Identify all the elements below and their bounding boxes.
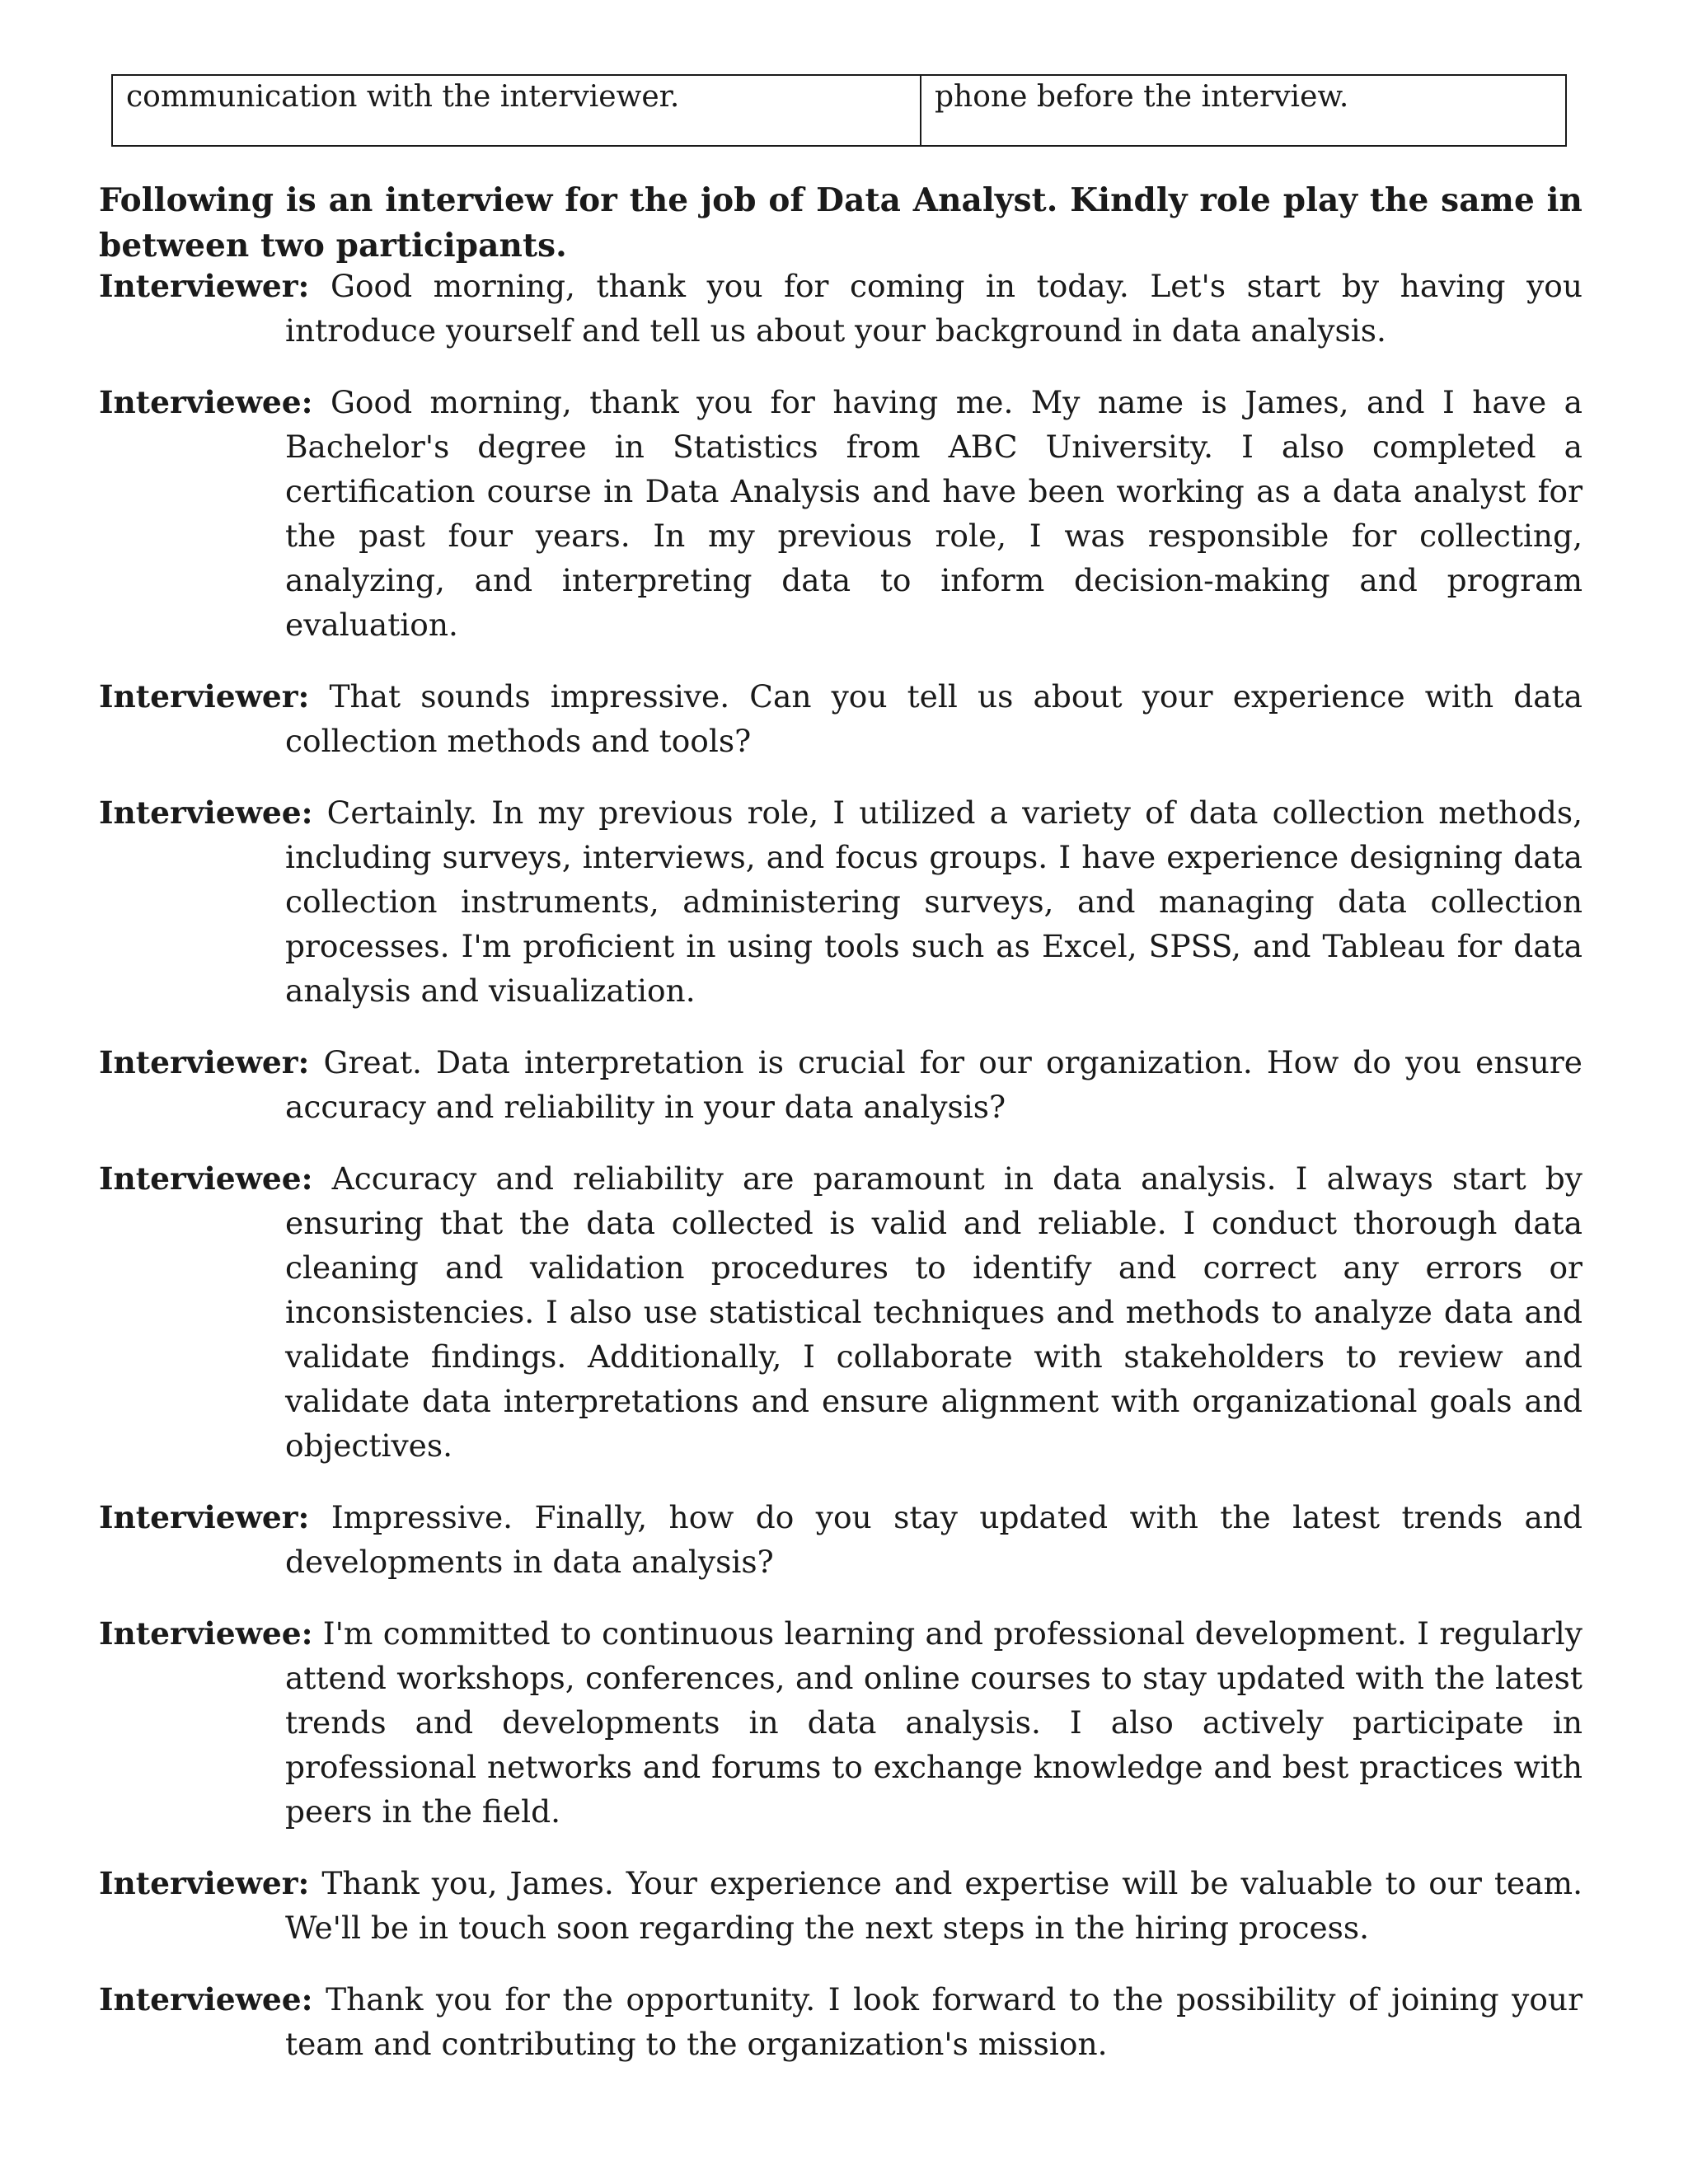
speaker-label: Interviewer: <box>99 268 310 304</box>
dialogue-turn <box>99 1040 1582 1129</box>
speaker-label: Interviewer: <box>99 1499 310 1535</box>
speaker-label: Interviewer: <box>99 1865 310 1901</box>
dialogue-turn <box>99 1156 1582 1468</box>
dialogue-turn <box>99 790 1582 1013</box>
speaker-label: Interviewer: <box>99 678 310 715</box>
table-fragment <box>111 74 1567 147</box>
speaker-label: Interviewee: <box>99 1160 313 1197</box>
dialogue-turn <box>99 674 1582 763</box>
speaker-label: Interviewer: <box>99 1044 310 1080</box>
speaker-label: Interviewee: <box>99 384 313 420</box>
dialogue-text: Impressive. Finally, how do you stay updated with the latest trends and developments in data analysis? <box>285 1499 1582 1580</box>
dialogue-text: Great. Data interpretation is crucial for our organization. How do you ensure accuracy and reliability in your data analysis? <box>285 1044 1583 1125</box>
dialogue-turn <box>99 1611 1582 1834</box>
table-cell-left: communication with the interviewer. <box>113 76 921 145</box>
dialogue-text: Accuracy and reliability are paramount in data analysis. I always start by ensuring that the data collected is valid and reliable. I conduct thorough data cleaning and validation procedures to identify and correct any errors or inconsistencies. I also use statistical techniques and methods to analyze data and validate findings. Additionally, I collaborate with stakeholders to review and validate data interpretations and ensure alignment with organizational goals and objectives. <box>285 1160 1582 1464</box>
speaker-label: Interviewee: <box>99 1615 313 1652</box>
dialogue-text: I'm committed to continuous learning and professional development. I regularly attend workshops, conferences, and online courses to stay updated with the latest trends and developments in data analysis. I also actively participate in professional networks and forums to exchange knowledge and best practices with peers in the field. <box>285 1615 1582 1830</box>
instruction-heading: Following is an interview for the job of Data Analyst. Kindly role play the same in between two participants. <box>99 181 1582 265</box>
dialogue-turn <box>99 1977 1582 2066</box>
dialogue-text: Good morning, thank you for coming in today. Let's start by having you introduce yourself and tell us about your background in data analysis. <box>285 268 1583 349</box>
dialogue-list <box>99 264 1582 2093</box>
table-cell-right: phone before the interview. <box>935 80 1349 114</box>
dialogue-text: Good morning, thank you for having me. My name is James, and I have a Bachelor's degree in Statistics from ABC University. I also completed a certification course in Data Analysis and have been working as a data analyst for the past four years. In my previous role, I was responsible for collecting, analyzing, and interpreting data to inform decision-making and program evaluation. <box>285 384 1582 643</box>
dialogue-text: Thank you, James. Your experience and expertise will be valuable to our team. We'll be in touch soon regarding the next steps in the hiring process. <box>285 1865 1582 1946</box>
dialogue-turn <box>99 380 1582 647</box>
dialogue-text: That sounds impressive. Can you tell us about your experience with data collection methods and tools? <box>285 678 1583 759</box>
dialogue-turn <box>99 1495 1582 1584</box>
speaker-label: Interviewee: <box>99 794 313 831</box>
speaker-label: Interviewee: <box>99 1981 313 2018</box>
dialogue-text: Certainly. In my previous role, I utilized a variety of data collection methods, including surveys, interviews, and focus groups. I have experience designing data collection instruments, administering surveys, and managing data collection processes. I'm proficient in using tools such as Excel, SPSS, and Tableau for data analysis and visualization. <box>285 794 1583 1009</box>
dialogue-turn <box>99 1861 1582 1950</box>
dialogue-text: Thank you for the opportunity. I look forward to the possibility of joining your team and contributing to the organization's mission. <box>285 1981 1582 2062</box>
dialogue-turn <box>99 264 1582 353</box>
